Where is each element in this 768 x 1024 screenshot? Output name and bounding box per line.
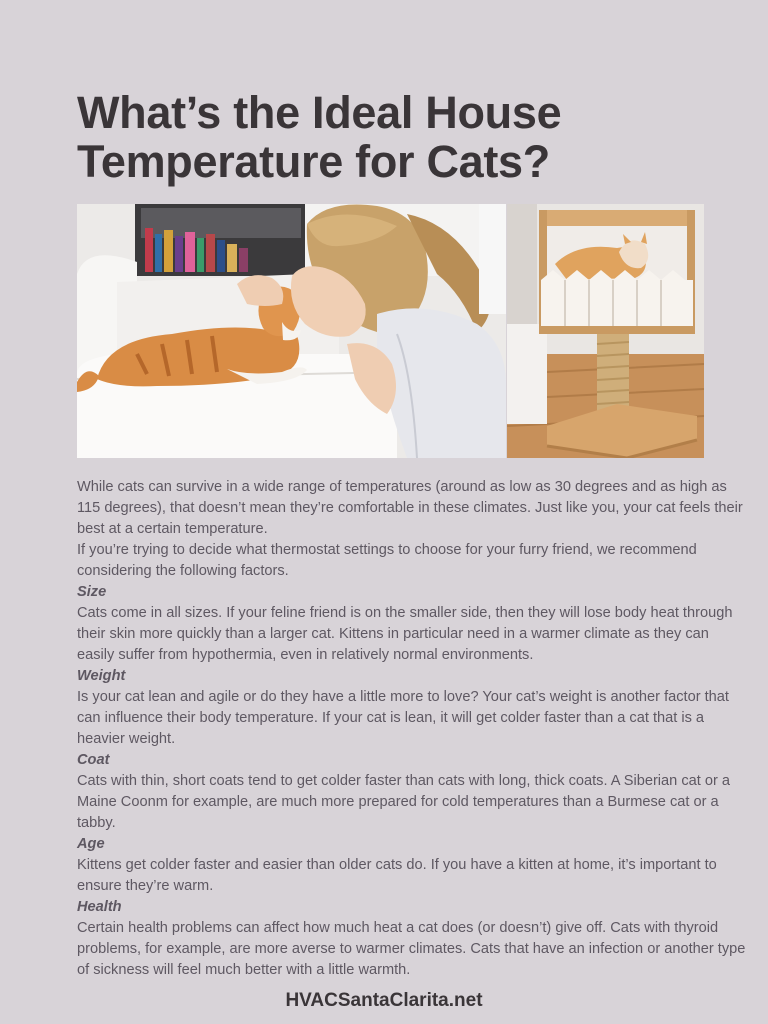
article-body: [77, 477, 747, 981]
section-text-coat: Cats with thin, short coats tend to get colder faster than cats with long, thick coats. A Siberian cat or a Maine Coonm for example, are much more prepared for cold temperatures than a Burmese cat or a tabby.: [77, 773, 731, 831]
title-line-1: What’s the Ideal House: [77, 87, 562, 138]
section-text-weight: Is your cat lean and agile or do they have a little more to love? Your cat’s weight is another factor that can influence their body temperature. If your cat is lean, it will get colder faster than a cat that is a heavier weight.: [77, 689, 729, 747]
section-text-age: Kittens get colder faster and easier than older cats do. If you have a kitten at home, it’s important to ensure they’re warm.: [77, 857, 717, 894]
footer-website: HVACSantaClarita.net: [285, 990, 483, 1011]
section-text-health: Certain health problems can affect how much heat a cat does (or doesn’t) give off. Cats with thyroid problems, for example, are more averse to warmer climates. Cats that have an infection or another type of sickness will feel much better with a little warmth.: [77, 920, 746, 978]
title-line-2: Temperature for Cats?: [77, 136, 550, 187]
section-heading-size: Size: [77, 584, 107, 600]
section-heading-coat: Coat: [77, 752, 110, 768]
section-heading-weight: Weight: [77, 668, 126, 684]
woman-with-cat-photo: [77, 204, 506, 458]
section-heading-age: Age: [77, 836, 105, 852]
intro-paragraph-2: If you’re trying to decide what thermostat settings to choose for your furry friend, we recommend considering the following factors.: [77, 542, 697, 579]
section-text-size: Cats come in all sizes. If your feline friend is on the smaller side, then they will lose body heat through their skin more quickly than a larger cat. Kittens in particular need in a warmer climate as they can easily suffer from hypothermia, even in relatively normal environments.: [77, 605, 733, 663]
section-heading-health: Health: [77, 899, 122, 915]
cat-tree-photo: [507, 204, 704, 458]
page-title: [77, 88, 717, 186]
intro-paragraph-1: While cats can survive in a wide range of temperatures (around as low as 30 degrees and as high as 115 degrees), that doesn’t mean they’re comfortable in these climates. Just like you, your cat feels their best at a certain temperature.: [77, 479, 743, 537]
